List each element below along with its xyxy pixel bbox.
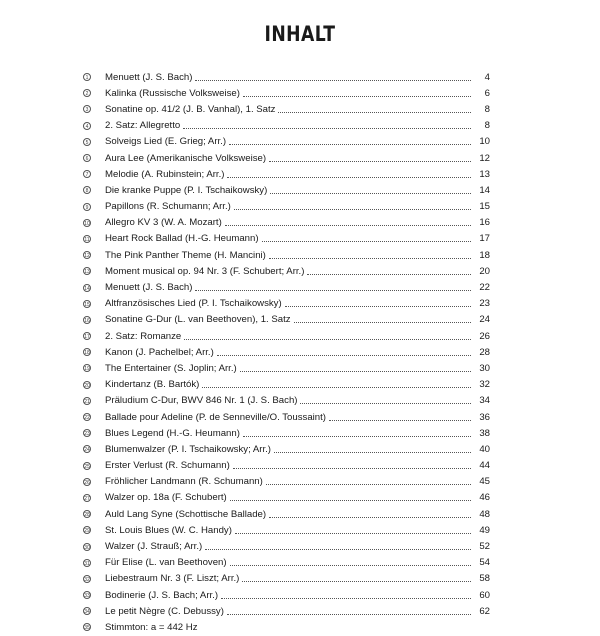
toc-entry-page: 14 [479,184,490,196]
dot-leader [217,355,471,356]
toc-entry [85,150,490,166]
dot-leader [233,468,471,469]
toc-entry-page: 20 [479,265,490,277]
toc-entry-title: Menuett (J. S. Bach) [105,282,193,294]
toc-entry-title: Die kranke Puppe (P. I. Tschaikowsky) [105,184,268,196]
track-number-badge: 29 [84,528,90,535]
dot-leader [329,420,471,421]
page-title: INHALT [264,22,336,46]
dot-leader [240,371,471,372]
dot-leader [227,177,471,178]
toc-entry-title: Moment musical op. 94 Nr. 3 (F. Schubert; Arr.) [105,265,305,277]
dot-leader [285,306,471,307]
track-number-badge: 32 [84,576,90,583]
dot-leader [229,144,471,145]
dot-leader [195,290,471,291]
toc-entry-page: 6 [484,87,490,99]
dot-leader [307,274,471,275]
track-number-badge: 23 [84,431,90,438]
toc-entry-page: 17 [479,233,490,245]
toc-entry-page: 32 [479,379,490,391]
dot-leader [202,387,471,388]
dot-leader [269,161,471,162]
toc-entry-page: 23 [479,298,490,310]
toc-entry [84,603,490,619]
dot-leader [230,500,471,501]
toc-entry-title: Bodinerie (J. S. Bach; Arr.) [105,589,219,601]
track-number-badge: 8 [83,186,91,194]
toc-entry-page: 26 [479,330,490,342]
track-number-badge: 2 [83,89,91,97]
toc-entry-title: Aura Lee (Amerikanische Volksweise) [105,152,267,164]
dot-leader [195,80,471,81]
toc-entry [85,118,490,134]
track-number-badge: 15 [84,301,90,308]
toc-entry [84,425,490,441]
track-number-badge: 21 [84,398,90,405]
toc-entry [84,215,490,231]
toc-entry-title: Sonatine G-Dur (L. van Beethoven), 1. Satz [105,314,291,326]
toc-entry-title: The Pink Panther Theme (H. Mancini) [105,249,266,261]
toc-entry [84,490,490,506]
toc-entry-title: Für Elise (L. van Beethoven) [105,557,227,569]
dot-leader [234,209,471,210]
toc-entry-page: 36 [479,411,490,423]
table-of-contents [84,69,490,636]
toc-entry [84,522,490,538]
toc-entry-page: 4 [484,71,490,83]
toc-entry-page: 13 [479,168,490,180]
track-number-badge: 20 [84,382,90,389]
toc-entry-page: 46 [479,492,490,504]
toc-entry [84,231,490,247]
toc-entry-page: 28 [479,346,490,358]
track-number-badge: 16 [84,317,90,324]
toc-entry [84,538,490,554]
toc-entry-title: Ballade pour Adeline (P. de Senneville/O. Toussaint) [105,411,326,423]
track-number-badge: 33 [84,593,90,600]
dot-leader [225,225,471,226]
toc-entry-page: 10 [479,136,490,148]
track-number-badge: 31 [84,560,90,567]
track-number-badge: 6 [83,154,91,162]
toc-entry-title: Walzer (J. Strauß; Arr.) [105,541,203,553]
toc-entry [84,619,490,635]
track-number-badge: 17 [84,334,90,341]
toc-entry-title: Kalinka (Russische Volksweise) [105,87,240,99]
toc-entry [84,312,490,328]
toc-entry-title: Le petit Nègre (C. Debussy) [105,605,224,617]
dot-leader [205,549,471,550]
toc-entry-page: 34 [479,395,490,407]
toc-entry [84,474,490,490]
dot-leader [242,581,471,582]
track-number-badge: 1 [83,73,91,81]
toc-entry-title: Sonatine op. 41/2 (J. B. Vanhal), 1. Satz [105,103,276,115]
toc-entry-title: Heart Rock Ballad (H.-G. Heumann) [105,233,259,245]
toc-entry-page: 12 [479,152,490,164]
toc-entry-title: Altfranzösisches Lied (P. I. Tschaikowsky) [105,298,282,310]
toc-entry [85,182,490,198]
toc-entry [85,134,490,150]
toc-entry [85,199,490,215]
toc-entry-title: Liebestraum Nr. 3 (F. Liszt; Arr.) [105,573,240,585]
track-number-badge: 11 [84,236,90,243]
track-number-badge: 30 [84,544,90,551]
dot-leader [278,112,471,113]
dot-leader [235,533,471,534]
toc-entry-page: 38 [479,427,490,439]
track-number-badge: 4 [83,122,91,130]
dot-leader [262,241,471,242]
toc-entry [85,85,490,101]
dot-leader [230,565,471,566]
track-number-badge: 13 [84,269,90,276]
toc-entry-title: The Entertainer (S. Joplin; Arr.) [105,362,237,374]
toc-entry-title: Präludium C-Dur, BWV 846 Nr. 1 (J. S. Bach) [105,395,298,407]
dot-leader [269,517,471,518]
track-number-badge: 35 [84,625,90,632]
track-number-badge: 28 [84,512,90,519]
toc-entry [84,247,490,263]
track-number-badge: 27 [84,495,90,502]
toc-entry [84,328,490,344]
toc-entry [84,279,490,295]
track-number-badge: 34 [84,609,90,616]
track-number-badge: 3 [83,105,91,113]
track-number-badge: 12 [84,253,90,260]
toc-entry-page: 40 [479,443,490,455]
toc-entry [84,263,490,279]
dot-leader [269,258,471,259]
toc-entry-page: 8 [484,120,490,132]
toc-entry [84,458,490,474]
toc-entry [85,101,490,117]
toc-entry-page: 58 [479,573,490,585]
toc-entry [84,506,490,522]
track-number-badge: 22 [84,415,90,422]
toc-entry-title: Papillons (R. Schumann; Arr.) [105,201,231,213]
toc-entry [84,296,490,312]
dot-leader [227,614,471,615]
toc-entry-title: Fröhlicher Landmann (R. Schumann) [105,476,263,488]
toc-entry-title: Erster Verlust (R. Schumann) [105,460,230,472]
toc-entry-page: 44 [479,460,490,472]
toc-entry-page: 24 [479,314,490,326]
toc-entry-title: Blumenwalzer (P. I. Tschaikowsky; Arr.) [105,443,271,455]
dot-leader [184,339,471,340]
toc-entry [85,69,490,85]
toc-entry-page: 60 [479,589,490,601]
toc-entry-title: Allegro KV 3 (W. A. Mozart) [105,217,222,229]
track-number-badge: 9 [83,203,91,211]
toc-entry-page: 49 [479,524,490,536]
toc-entry-title: Walzer op. 18a (F. Schubert) [105,492,227,504]
dot-leader [266,484,471,485]
toc-entry-title: Kindertanz (B. Bartók) [105,379,200,391]
toc-entry-page: 18 [479,249,490,261]
toc-entry [85,166,490,182]
dot-leader [300,403,471,404]
toc-entry-page: 45 [479,476,490,488]
toc-entry-page: 15 [479,201,490,213]
toc-entry [84,571,490,587]
toc-entry [84,344,490,360]
toc-entry-page: 48 [479,508,490,520]
toc-entry-page: 54 [479,557,490,569]
toc-entry [84,393,490,409]
track-number-badge: 26 [84,479,90,486]
dot-leader [274,452,471,453]
toc-entry-title: Melodie (A. Rubinstein; Arr.) [105,168,225,180]
toc-entry-title: Blues Legend (H.-G. Heumann) [105,427,240,439]
toc-entry [84,587,490,603]
toc-entry [84,555,490,571]
toc-entry-page: 8 [484,103,490,115]
dot-leader [270,193,471,194]
track-number-badge: 25 [84,463,90,470]
track-number-badge: 7 [83,170,91,178]
toc-entry-title: Stimmton: a = 442 Hz [105,621,198,633]
toc-entry-title: 2. Satz: Romanze [105,330,182,342]
toc-entry-page: 22 [479,282,490,294]
toc-entry [84,441,490,457]
toc-entry-page: 30 [479,362,490,374]
toc-entry-title: Menuett (J. S. Bach) [105,71,193,83]
track-number-badge: 14 [84,285,90,292]
dot-leader [243,96,471,97]
toc-entry-page: 16 [479,217,490,229]
toc-entry [84,360,490,376]
track-number-badge: 24 [84,447,90,454]
track-number-badge: 19 [84,366,90,373]
toc-entry-page: 52 [479,541,490,553]
toc-entry [84,377,490,393]
dot-leader [294,322,471,323]
track-number-badge: 5 [83,138,91,146]
toc-entry-title: St. Louis Blues (W. C. Handy) [105,524,232,536]
toc-entry-title: 2. Satz: Allegretto [105,120,181,132]
toc-entry-page: 62 [479,605,490,617]
dot-leader [183,128,471,129]
toc-entry-title: Auld Lang Syne (Schottische Ballade) [105,508,267,520]
toc-entry-title: Kanon (J. Pachelbel; Arr.) [105,346,214,358]
track-number-badge: 18 [84,350,90,357]
toc-entry [84,409,490,425]
dot-leader [243,436,471,437]
track-number-badge: 10 [84,220,90,227]
toc-entry-title: Solveigs Lied (E. Grieg; Arr.) [105,136,227,148]
dot-leader [221,598,471,599]
